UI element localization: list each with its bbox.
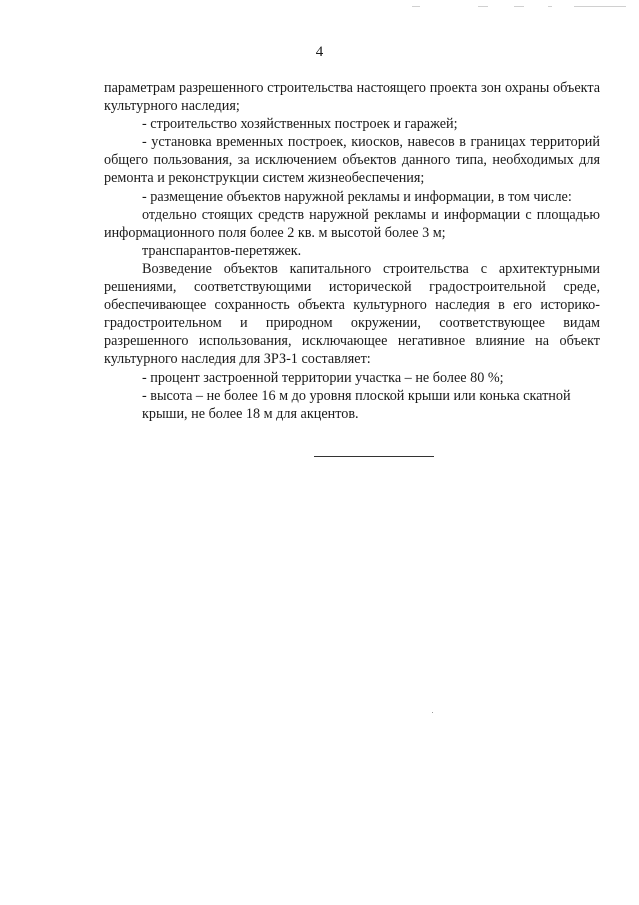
scan-artifact-line	[574, 6, 626, 7]
list-item: - высота – не более 16 м до уровня плоской крыши или конька скатной крыши, не более 18 м для акцентов.	[142, 387, 571, 422]
page-number: 4	[315, 44, 324, 60]
list-item: - процент застроенной территории участка – не более 80 %;	[142, 369, 504, 386]
scan-artifact-line	[548, 6, 552, 7]
document-body	[104, 79, 600, 423]
list-item: - строительство хозяйственных построек и гаражей;	[142, 116, 458, 133]
list-item: - установка временных построек, киосков, навесов в границах территорий общего пользования, за исключением объектов данного типа, необходимых для ремонта и реконструкции систем жизнеобеспечения;	[104, 134, 600, 187]
scan-artifact-line	[412, 6, 420, 7]
list-subitem: отдельно стоящих средств наружной рекламы и информации с площадью информационного поля более 2 кв. м высотой более 3 м;	[104, 206, 600, 241]
scan-artifact-line	[514, 6, 524, 7]
scan-artifact-line	[478, 6, 488, 7]
scan-artifact-dot	[432, 712, 433, 713]
list-subitem: транспарантов-перетяжек.	[142, 242, 302, 259]
paragraph-continuation: параметрам разрешенного строительства настоящего проекта зон охраны объекта культурного наследия;	[104, 80, 600, 115]
end-separator-line	[314, 456, 434, 457]
paragraph: Возведение объектов капитального строительства с архитектурными решениями, соответствующими исторической градостроительной среде, обеспечивающее сохранность объекта культурного наследия в его историко-градостроительном и природном окружении, соответствующее видам разрешенного использования, исключающее негативное влияние на объект культурного наследия для ЗРЗ-1 составляет:	[104, 260, 600, 368]
list-item: - размещение объектов наружной рекламы и информации, в том числе:	[142, 188, 572, 205]
